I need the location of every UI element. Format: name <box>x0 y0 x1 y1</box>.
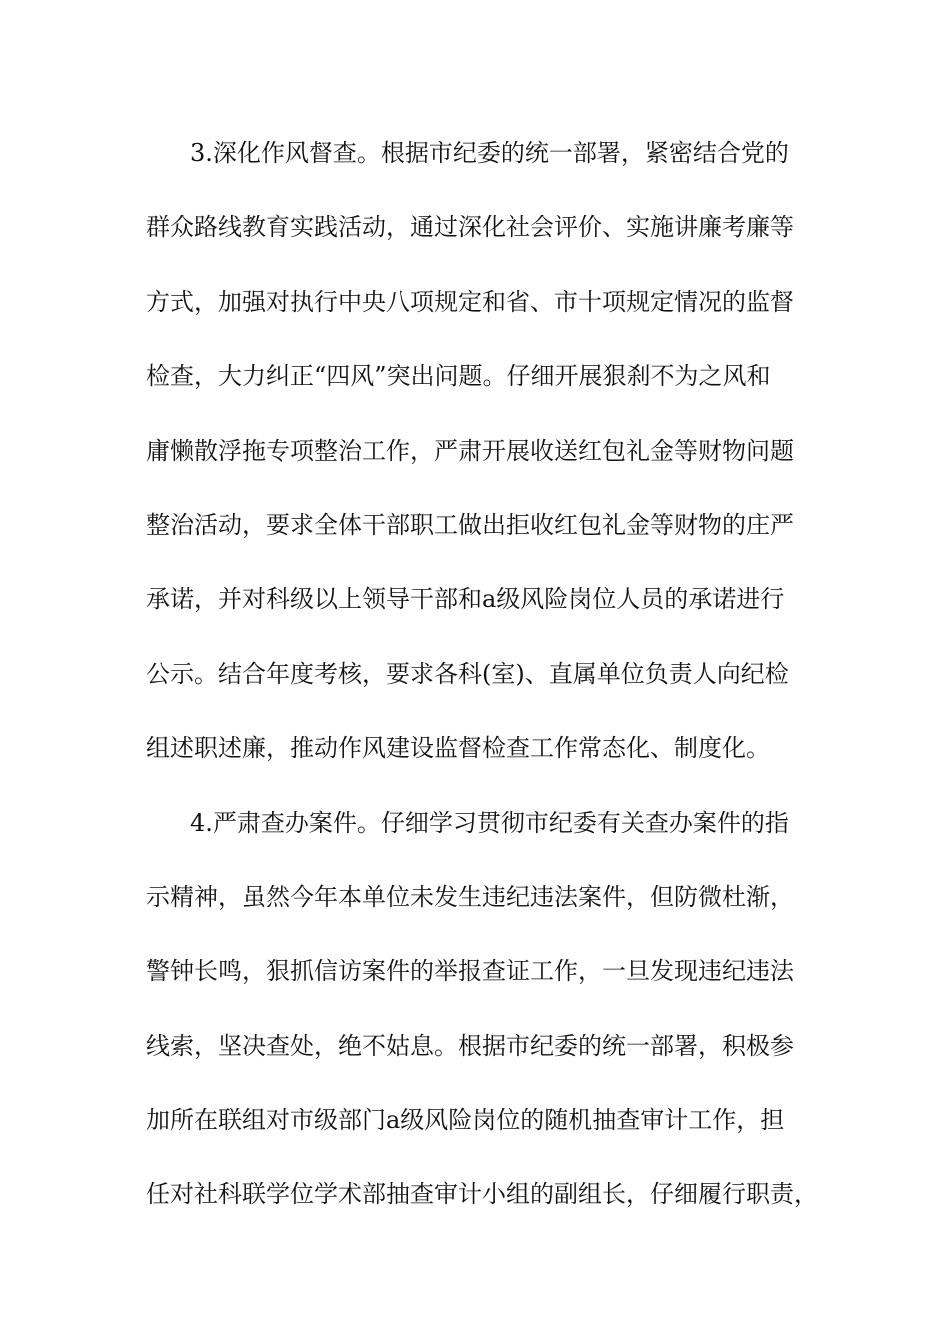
text-line: 群众路线教育实践活动，通过深化社会评价、实施讲廉考廉等 <box>146 213 794 242</box>
text-line: 检查，大力纠正“四风”突出问题。仔细开展狠刹不为之风和 <box>146 362 771 391</box>
text-line: 4.严肃查办案件。仔细学习贯彻市纪委有关查办案件的指 <box>190 808 789 837</box>
text-line: 加所在联组对市级部门a级风险岗位的随机抽查审计工作，担 <box>146 1106 785 1135</box>
text-line: 方式，加强对执行中央八项规定和省、市十项规定情况的监督 <box>146 287 794 316</box>
text-line: 示精神，虽然今年本单位未发生违纪违法案件，但防微杜渐， <box>146 882 794 911</box>
text-line: 庸懒散浮拖专项整治工作，严肃开展收送红包礼金等财物问题 <box>146 436 794 465</box>
text-line: 3.深化作风督查。根据市纪委的统一部署，紧密结合党的 <box>190 139 789 167</box>
paragraph-3 <box>146 126 826 796</box>
text-line: 公示。结合年度考核，要求各科(室)、直属单位负责人向纪检 <box>146 659 789 688</box>
text-line: 承诺，并对科级以上领导干部和a级风险岗位人员的承诺进行 <box>146 585 785 614</box>
text-line: 组述职述廉，推动作风建设监督检查工作常态化、制度化。 <box>146 734 770 763</box>
paragraph-4 <box>146 796 826 1242</box>
text-line: 线索，坚决查处，绝不姑息。根据市纪委的统一部署，积极参 <box>146 1031 794 1060</box>
text-line: 整治活动，要求全体干部职工做出拒收红包礼金等财物的庄严 <box>146 510 794 539</box>
text-line: 警钟长鸣，狠抓信访案件的举报查证工作，一旦发现违纪违法 <box>146 957 794 986</box>
text-line: 任对社科联学位学术部抽查审计小组的副组长，仔细履行职责， <box>146 1180 818 1209</box>
document-body <box>146 126 826 1242</box>
